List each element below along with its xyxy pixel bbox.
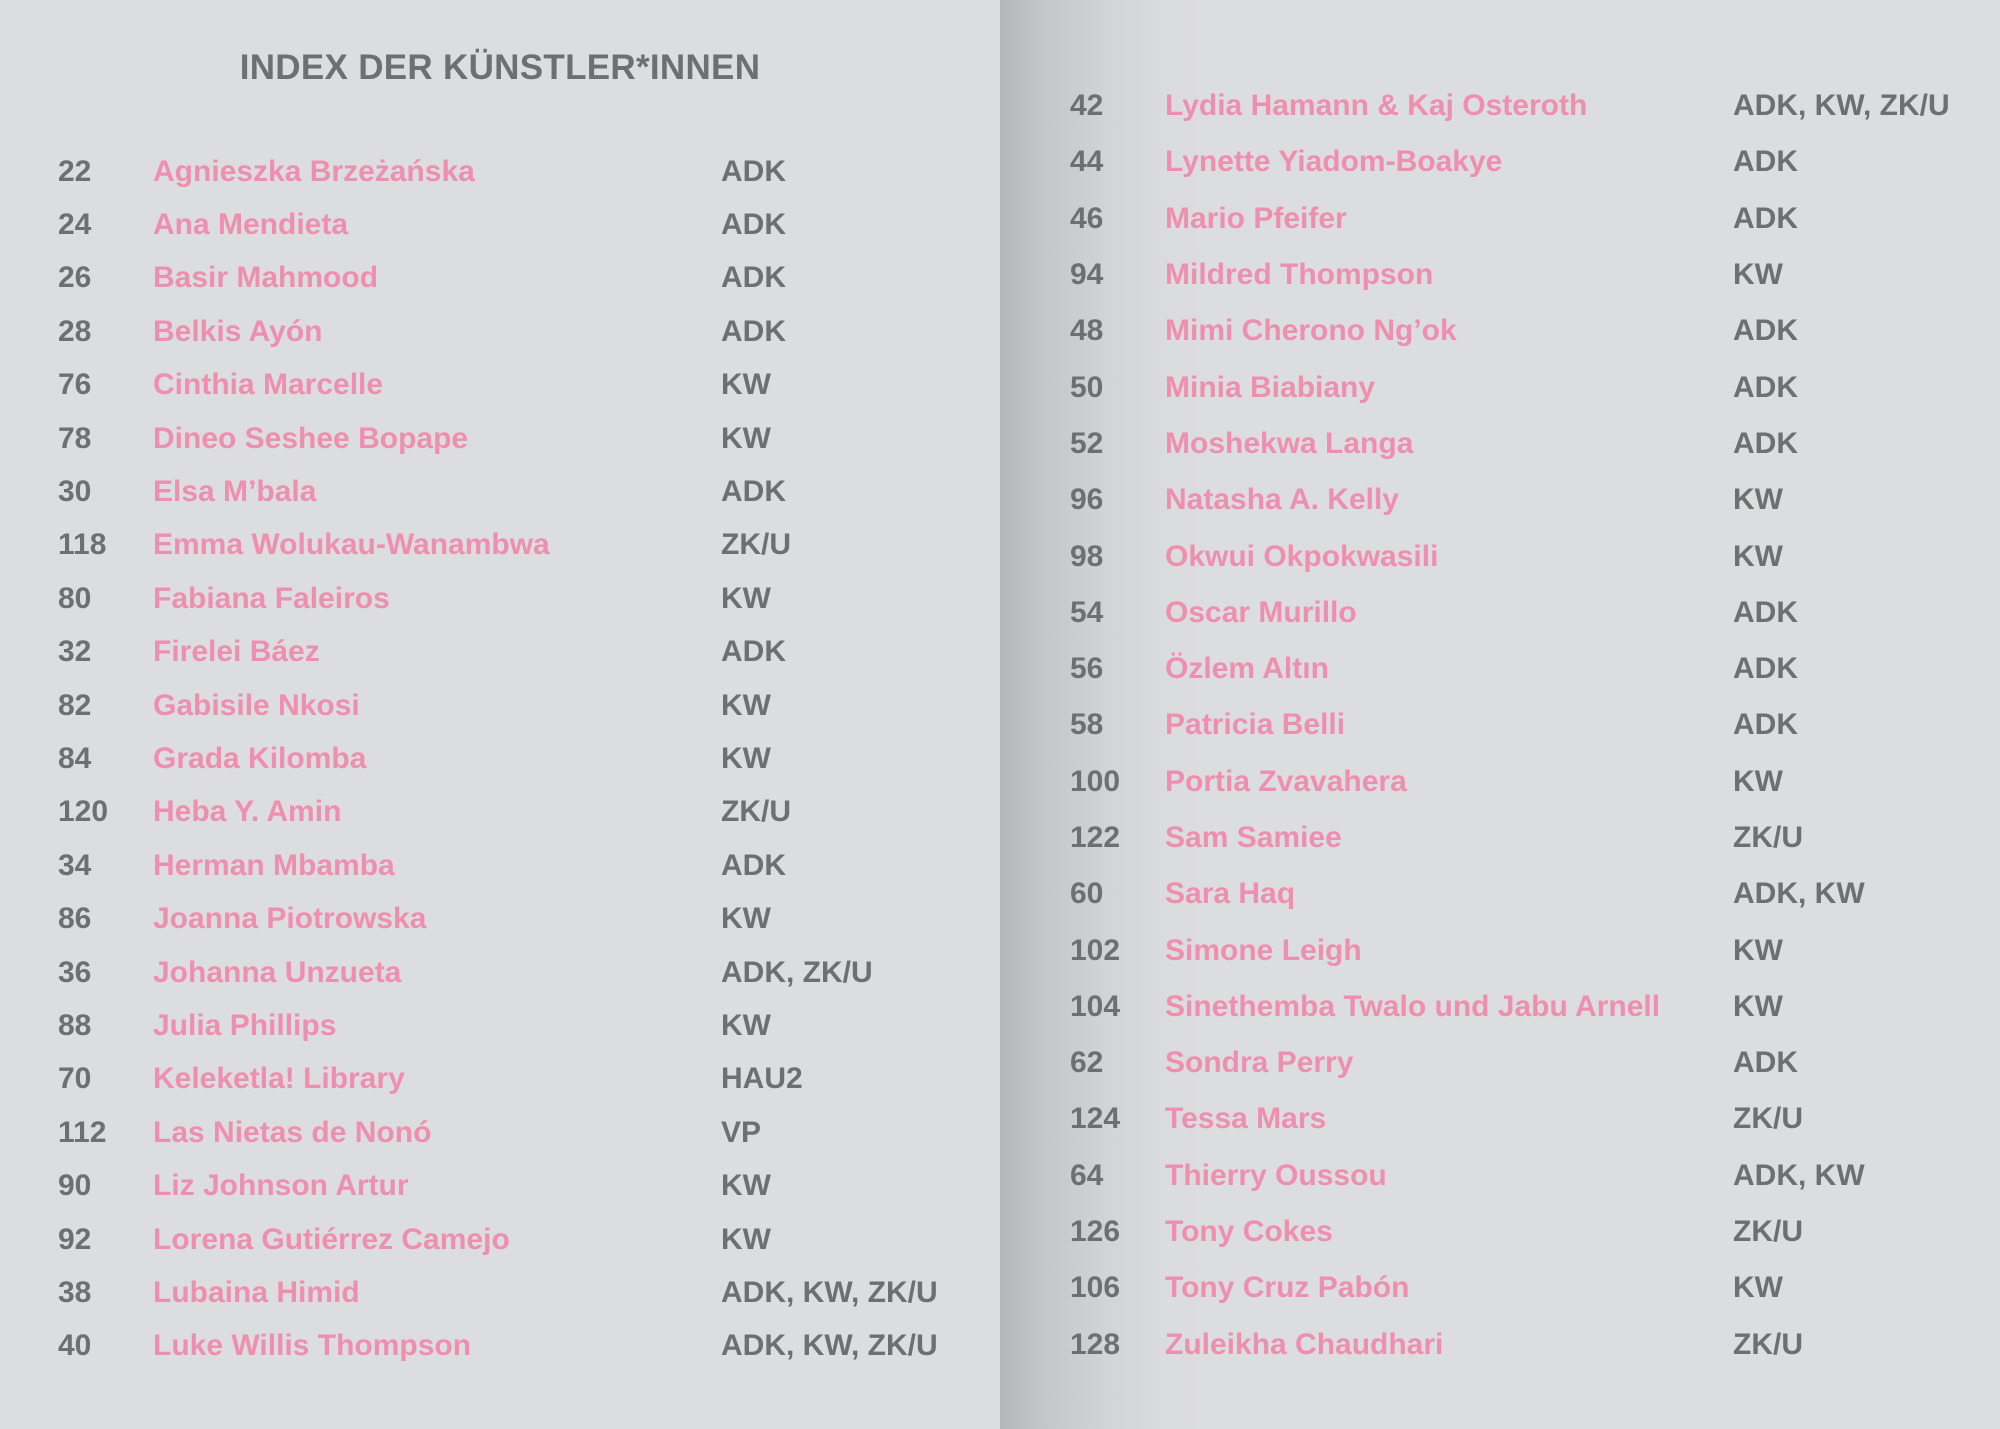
venue-code: ADK — [721, 261, 786, 295]
index-entry — [1070, 979, 2000, 1035]
artist-name: Fabiana Faleiros — [153, 581, 390, 615]
index-entry — [58, 519, 998, 572]
page-number: 104 — [1070, 989, 1121, 1023]
page-number: 70 — [58, 1062, 92, 1096]
index-entry — [58, 412, 998, 465]
artist-name: Cinthia Marcelle — [153, 368, 384, 402]
artist-name: Basir Mahmood — [153, 261, 379, 295]
index-entry — [1070, 78, 2000, 134]
artist-name: Moshekwa Langa — [1165, 426, 1414, 460]
artist-name: Simone Leigh — [1165, 933, 1362, 967]
venue-code: ADK, ZK/U — [721, 955, 873, 989]
index-entry — [58, 679, 998, 732]
venue-code: KW — [1733, 483, 1783, 517]
index-entry — [1070, 191, 2000, 247]
page-number: 100 — [1070, 764, 1121, 798]
page-number: 86 — [58, 902, 92, 936]
index-entry — [58, 252, 998, 305]
artist-name: Lubaina Himid — [153, 1275, 360, 1309]
index-entry — [58, 1266, 998, 1319]
artist-name: Sinethemba Twalo und Jabu Arnell — [1165, 989, 1661, 1023]
artist-index-list-right — [1070, 78, 2000, 1373]
page-number: 34 — [58, 848, 92, 882]
right-page — [1000, 0, 2000, 1429]
page-number: 26 — [58, 261, 92, 295]
venue-code: KW — [1733, 1271, 1783, 1305]
page-number: 106 — [1070, 1271, 1121, 1305]
venue-code: ZK/U — [721, 528, 791, 562]
index-entry — [58, 946, 998, 999]
index-entry — [58, 732, 998, 785]
venue-code: KW — [721, 1169, 771, 1203]
index-entry — [1070, 922, 2000, 978]
artist-name: Minia Biabiany — [1165, 370, 1376, 404]
page-number: 82 — [58, 688, 92, 722]
artist-name: Heba Y. Amin — [153, 795, 342, 829]
venue-code: ADK — [721, 848, 786, 882]
page-number: 28 — [58, 314, 92, 348]
page-number: 124 — [1070, 1102, 1121, 1136]
artist-name: Natasha A. Kelly — [1165, 483, 1399, 517]
artist-name: Joanna Piotrowska — [153, 902, 427, 936]
venue-code: HAU2 — [721, 1062, 803, 1096]
page-number: 98 — [1070, 539, 1104, 573]
artist-name: Agnieszka Brzeżańska — [153, 154, 475, 188]
artist-name: Patricia Belli — [1165, 708, 1346, 742]
page-number: 58 — [1070, 708, 1104, 742]
artist-name: Emma Wolukau-Wanambwa — [153, 528, 550, 562]
venue-code: KW — [721, 1008, 771, 1042]
page-number: 94 — [1070, 258, 1104, 292]
venue-code: KW — [1733, 933, 1783, 967]
index-entry — [58, 572, 998, 625]
index-entry — [58, 999, 998, 1052]
page-number: 38 — [58, 1275, 92, 1309]
venue-code: KW — [721, 421, 771, 455]
index-entry — [58, 145, 998, 198]
venue-code: KW — [1733, 989, 1783, 1023]
artist-name: Oscar Murillo — [1165, 595, 1357, 629]
artist-name: Grada Kilomba — [153, 741, 367, 775]
venue-code: ADK — [1733, 595, 1798, 629]
index-entry — [1070, 754, 2000, 810]
page-number: 102 — [1070, 933, 1121, 967]
venue-code: ZK/U — [1733, 1327, 1803, 1361]
artist-name: Johanna Unzueta — [153, 955, 402, 989]
index-entry — [1070, 697, 2000, 753]
artist-name: Julia Phillips — [153, 1008, 337, 1042]
index-entry — [58, 1159, 998, 1212]
venue-code: KW — [721, 368, 771, 402]
page-number: 40 — [58, 1329, 92, 1363]
artist-name: Özlem Altın — [1165, 652, 1329, 686]
venue-code: ADK — [1733, 145, 1798, 179]
index-entry — [58, 465, 998, 518]
index-entry — [58, 892, 998, 945]
page-number: 50 — [1070, 370, 1104, 404]
venue-code: ADK, KW, ZK/U — [1733, 89, 1950, 123]
artist-name: Keleketla! Library — [153, 1062, 405, 1096]
page-number: 56 — [1070, 652, 1104, 686]
artist-name: Las Nietas de Nonó — [153, 1115, 432, 1149]
venue-code: KW — [721, 688, 771, 722]
artist-name: Mimi Cherono Ng’ok — [1165, 314, 1457, 348]
page-number: 92 — [58, 1222, 92, 1256]
page-number: 46 — [1070, 201, 1104, 235]
artist-name: Lydia Hamann & Kaj Osteroth — [1165, 89, 1588, 123]
page-number: 126 — [1070, 1215, 1121, 1249]
index-entry — [1070, 810, 2000, 866]
artist-name: Mario Pfeifer — [1165, 201, 1347, 235]
page-number: 54 — [1070, 595, 1104, 629]
page-number: 64 — [1070, 1158, 1104, 1192]
venue-code: ADK — [1733, 201, 1798, 235]
index-entry — [1070, 1035, 2000, 1091]
artist-name: Sara Haq — [1165, 877, 1296, 911]
venue-code: ADK — [721, 208, 786, 242]
page-number: 128 — [1070, 1327, 1121, 1361]
artist-name: Liz Johnson Artur — [153, 1169, 409, 1203]
artist-name: Sam Samiee — [1165, 821, 1342, 854]
venue-code: ADK — [721, 314, 786, 348]
page-number: 112 — [58, 1115, 107, 1149]
artist-name: Firelei Báez — [153, 635, 320, 669]
page-number: 80 — [58, 581, 92, 615]
artist-name: Lynette Yiadom-Boakye — [1165, 145, 1503, 179]
artist-name: Zuleikha Chaudhari — [1165, 1327, 1444, 1361]
page-number: 22 — [58, 154, 92, 188]
page-number: 52 — [1070, 426, 1104, 460]
page-number: 76 — [58, 368, 92, 402]
venue-code: ADK — [721, 154, 786, 188]
venue-code: KW — [721, 581, 771, 615]
artist-name: Herman Mbamba — [153, 848, 395, 882]
index-entry — [1070, 1317, 2000, 1373]
artist-name: Belkis Ayón — [153, 314, 323, 348]
venue-code: ADK — [1733, 314, 1798, 348]
index-entry — [1070, 303, 2000, 359]
venue-code: KW — [721, 1222, 771, 1256]
artist-index-list-left — [58, 145, 998, 1373]
venue-code: ZK/U — [1733, 1102, 1803, 1136]
venue-code: KW — [721, 741, 771, 775]
page-number: 122 — [1070, 821, 1121, 854]
artist-name: Ana Mendieta — [153, 208, 349, 242]
index-entry — [58, 359, 998, 412]
venue-code: ZK/U — [721, 795, 791, 829]
venue-code: KW — [1733, 764, 1783, 798]
venue-code: VP — [721, 1115, 762, 1149]
index-entry — [1070, 1091, 2000, 1147]
index-entry — [58, 839, 998, 892]
page-number: 118 — [58, 528, 107, 562]
page-number: 120 — [58, 795, 109, 829]
index-entry — [1070, 1260, 2000, 1316]
page-number: 42 — [1070, 89, 1104, 123]
index-entry — [58, 198, 998, 251]
page-number: 44 — [1070, 145, 1104, 179]
index-entry — [1070, 866, 2000, 922]
artist-name: Okwui Okpokwasili — [1165, 539, 1439, 573]
venue-code: KW — [1733, 539, 1783, 573]
index-entry — [58, 1053, 998, 1106]
venue-code: ADK, KW, ZK/U — [721, 1329, 938, 1363]
venue-code: KW — [1733, 258, 1783, 292]
venue-code: ADK — [721, 475, 786, 509]
venue-code: ADK, KW — [1733, 1158, 1865, 1192]
artist-name: Dineo Seshee Bopape — [153, 421, 469, 455]
venue-code: ADK — [1733, 708, 1798, 742]
page-number: 36 — [58, 955, 92, 989]
venue-code: ZK/U — [1733, 821, 1803, 854]
page-number: 32 — [58, 635, 92, 669]
index-entry — [58, 626, 998, 679]
index-entry — [1070, 247, 2000, 303]
artist-name: Thierry Oussou — [1165, 1158, 1387, 1192]
page-number: 84 — [58, 741, 92, 775]
artist-name: Luke Willis Thompson — [153, 1329, 472, 1363]
index-entry — [1070, 416, 2000, 472]
venue-code: ADK — [1733, 652, 1798, 686]
page-title: INDEX DER KÜNSTLER*INNEN — [239, 48, 761, 87]
page-number: 48 — [1070, 314, 1104, 348]
index-entry — [1070, 134, 2000, 190]
index-entry — [58, 305, 998, 358]
artist-name: Gabisile Nkosi — [153, 688, 360, 722]
index-entry — [58, 1106, 998, 1159]
index-entry — [1070, 641, 2000, 697]
page-number: 24 — [58, 208, 92, 242]
artist-name: Tony Cruz Pabón — [1165, 1271, 1410, 1305]
page-number: 96 — [1070, 483, 1104, 517]
index-entry — [1070, 472, 2000, 528]
page-number: 78 — [58, 421, 92, 455]
artist-name: Mildred Thompson — [1165, 258, 1434, 292]
artist-name: Lorena Gutiérrez Camejo — [153, 1222, 510, 1256]
page-number: 62 — [1070, 1046, 1104, 1080]
venue-code: ADK — [721, 635, 786, 669]
index-entry — [1070, 1148, 2000, 1204]
artist-name: Elsa M’bala — [153, 475, 317, 509]
artist-name: Tony Cokes — [1165, 1215, 1333, 1249]
venue-code: KW — [721, 902, 771, 936]
index-entry — [1070, 1204, 2000, 1260]
venue-code: ADK, KW, ZK/U — [721, 1275, 938, 1309]
index-entry — [1070, 359, 2000, 415]
index-entry — [58, 786, 998, 839]
venue-code: ADK — [1733, 1046, 1798, 1080]
venue-code: ADK — [1733, 370, 1798, 404]
artist-name: Portia Zvavahera — [1165, 764, 1407, 798]
index-entry — [1070, 585, 2000, 641]
index-entry — [58, 1320, 998, 1373]
artist-name: Tessa Mars — [1165, 1102, 1327, 1136]
venue-code: ADK, KW — [1733, 877, 1865, 911]
venue-code: ADK — [1733, 426, 1798, 460]
artist-name: Sondra Perry — [1165, 1046, 1354, 1080]
page-number: 90 — [58, 1169, 92, 1203]
index-entry — [1070, 528, 2000, 584]
index-entry — [58, 1213, 998, 1266]
page-number: 60 — [1070, 877, 1104, 911]
page-number: 30 — [58, 475, 92, 509]
page-number: 88 — [58, 1008, 92, 1042]
venue-code: ZK/U — [1733, 1215, 1803, 1249]
